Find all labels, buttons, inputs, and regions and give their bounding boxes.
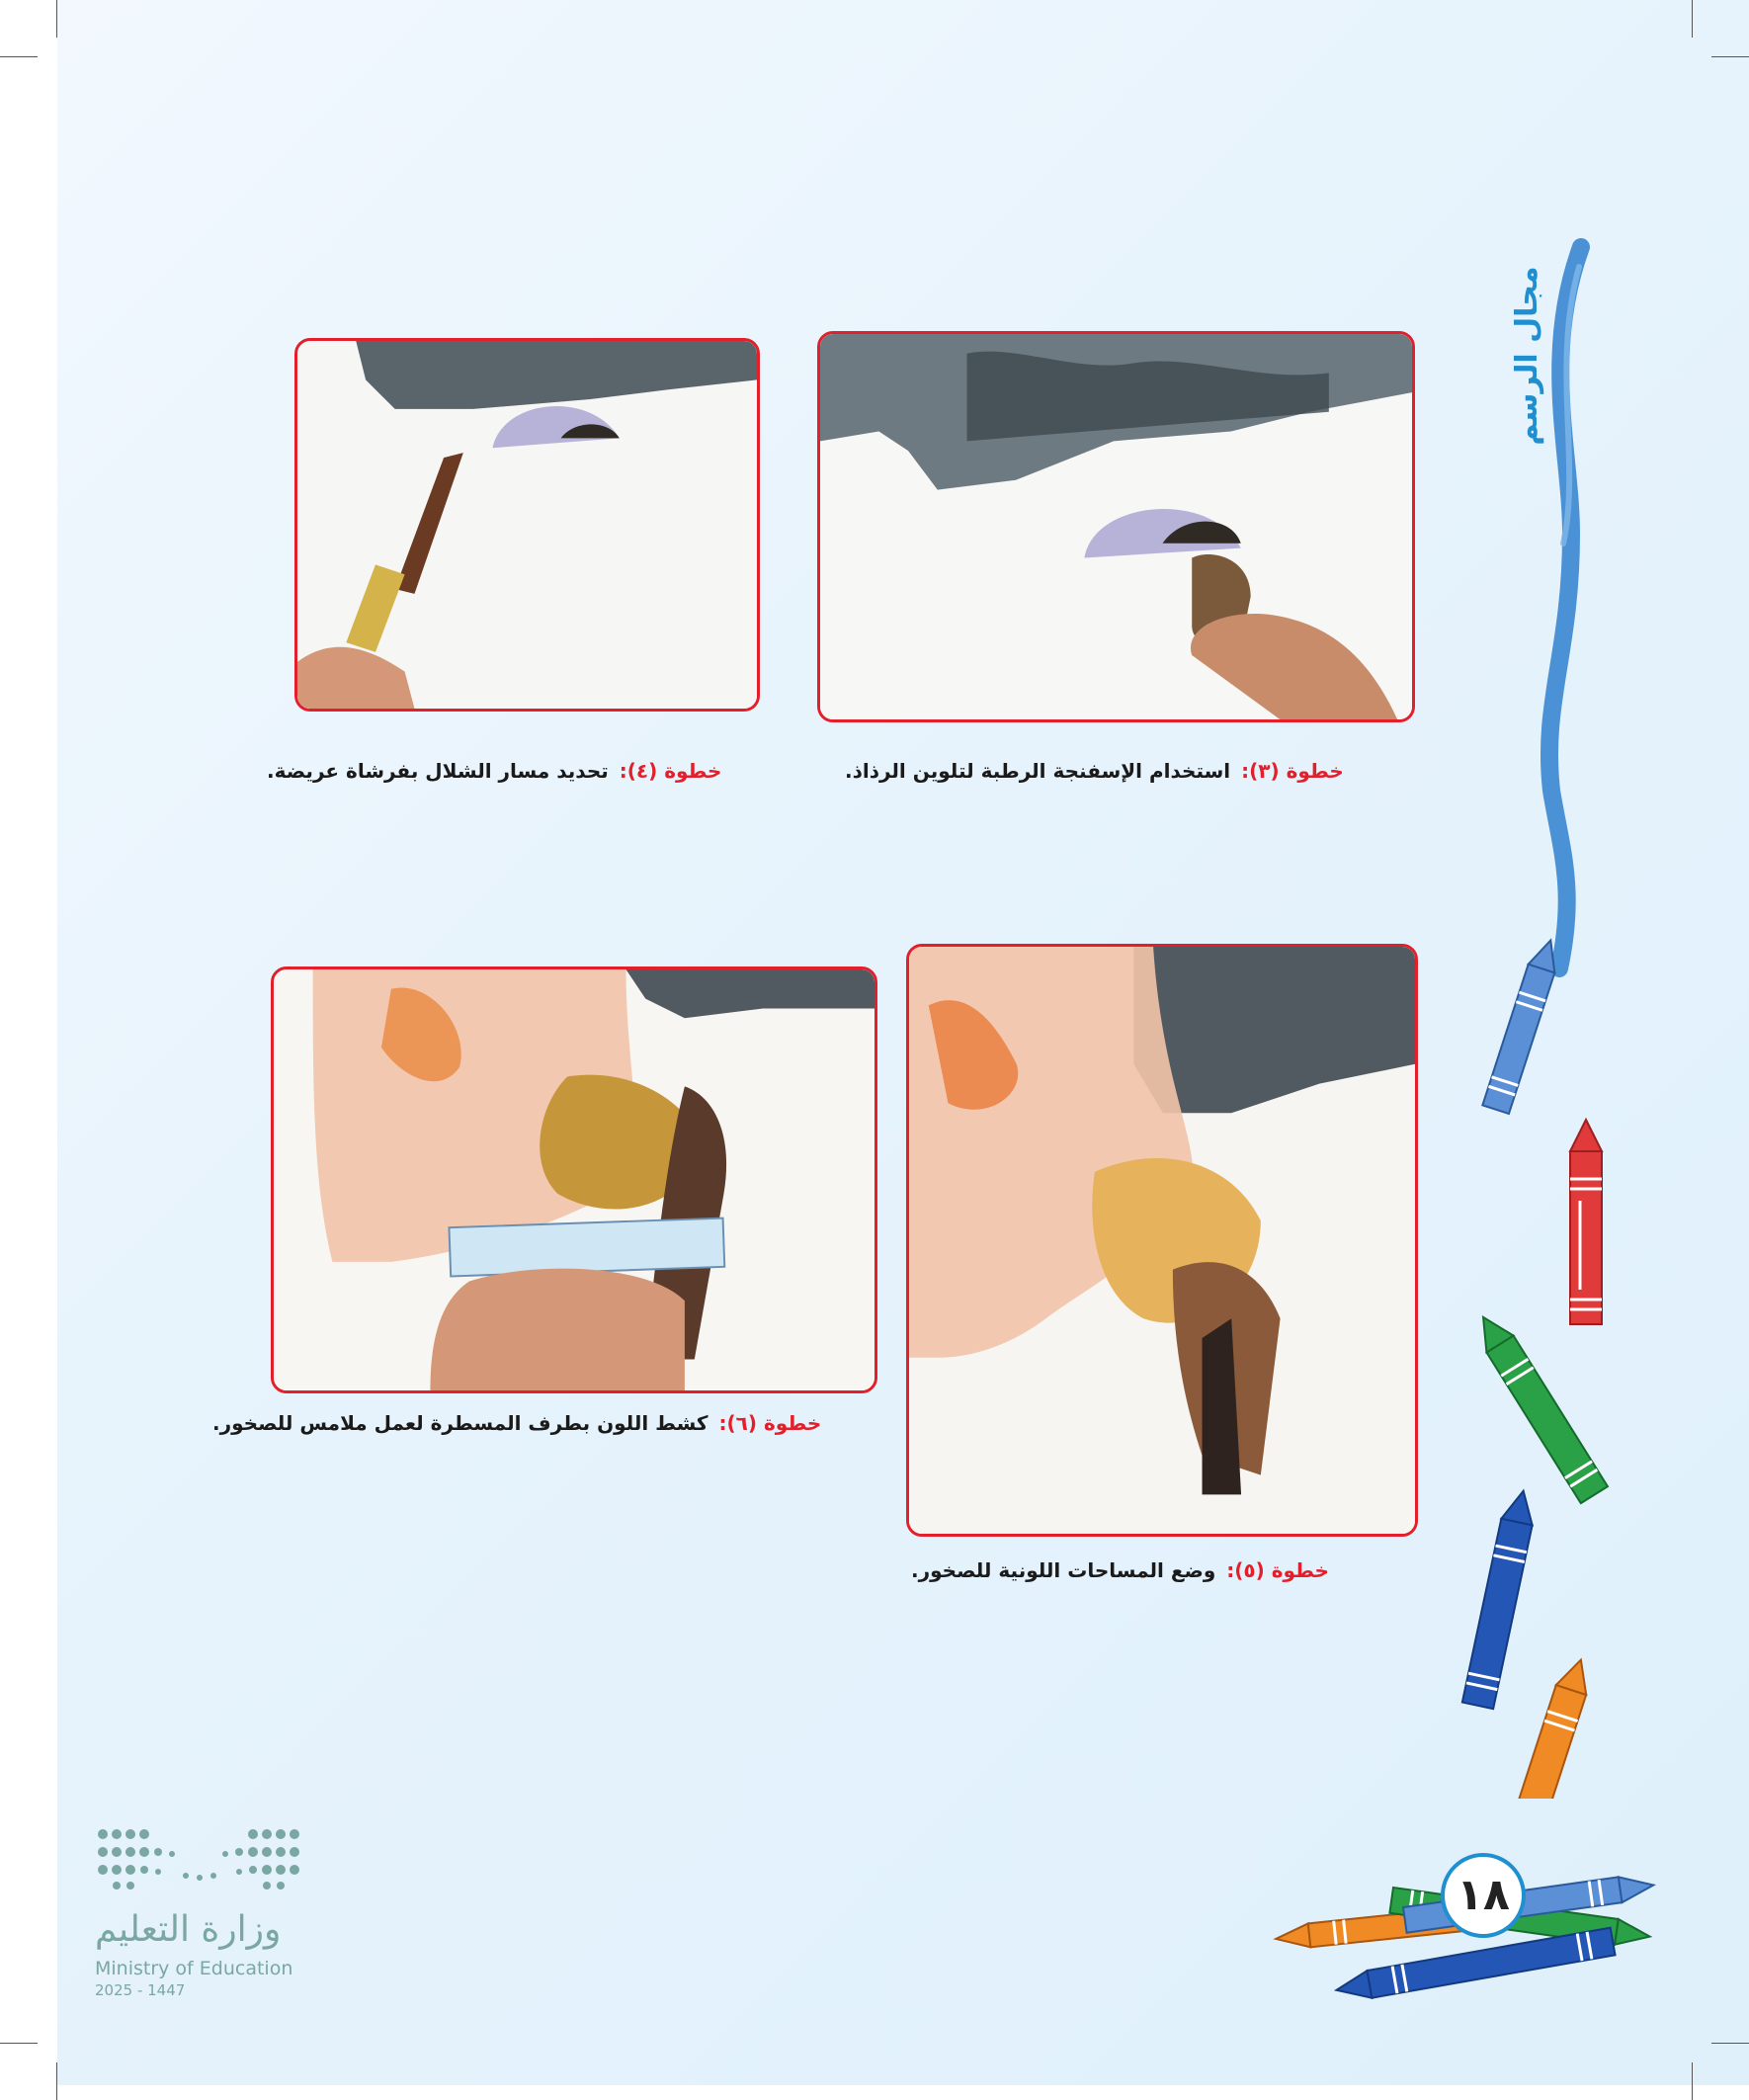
section-title: مجال الرسم — [1510, 266, 1544, 446]
crop-mark-br-h — [1711, 2043, 1749, 2044]
step-4-photo — [294, 338, 760, 712]
step-6-caption — [212, 1411, 821, 1435]
step-3-label: خطوة (٣): — [1241, 759, 1344, 783]
crop-mark-br-v — [1692, 2062, 1693, 2100]
ministry-name-ar: وزارة التعليم — [95, 1909, 282, 1950]
step-5-caption — [911, 1558, 1329, 1582]
step-3-photo — [817, 331, 1415, 722]
ministry-year: 2025 - 1447 — [95, 1981, 186, 1999]
ministry-name-en: Ministry of Education — [95, 1958, 293, 1979]
crop-mark-tr-h — [1711, 56, 1749, 57]
step-4-caption — [267, 759, 721, 783]
step-4-text: تحديد مسار الشلال بفرشاة عريضة. — [267, 759, 609, 783]
step-5-label: خطوة (٥): — [1226, 1558, 1329, 1582]
step-6-text: كشط اللون بطرف المسطرة لعمل ملامس للصخور. — [212, 1411, 708, 1435]
step-4-label: خطوة (٤): — [619, 759, 722, 783]
crop-mark-tl-h — [0, 56, 38, 57]
crop-mark-tr-v — [1692, 0, 1693, 38]
crop-mark-bl-h — [0, 2043, 38, 2044]
step-5-photo — [906, 944, 1418, 1537]
page-number: ١٨ — [1441, 1853, 1526, 1938]
step-3-text: استخدام الإسفنجة الرطبة لتلوين الرذاذ. — [845, 759, 1231, 783]
step-3-caption — [845, 759, 1344, 783]
step-6-label: خطوة (٦): — [718, 1411, 822, 1435]
crop-mark-bl-v — [56, 2062, 57, 2100]
crop-mark-tl-v — [56, 0, 57, 38]
step-6-photo — [271, 966, 877, 1393]
step-5-text: وضع المساحات اللونية للصخور. — [911, 1558, 1216, 1582]
ministry-logo-icon — [95, 1824, 312, 1893]
